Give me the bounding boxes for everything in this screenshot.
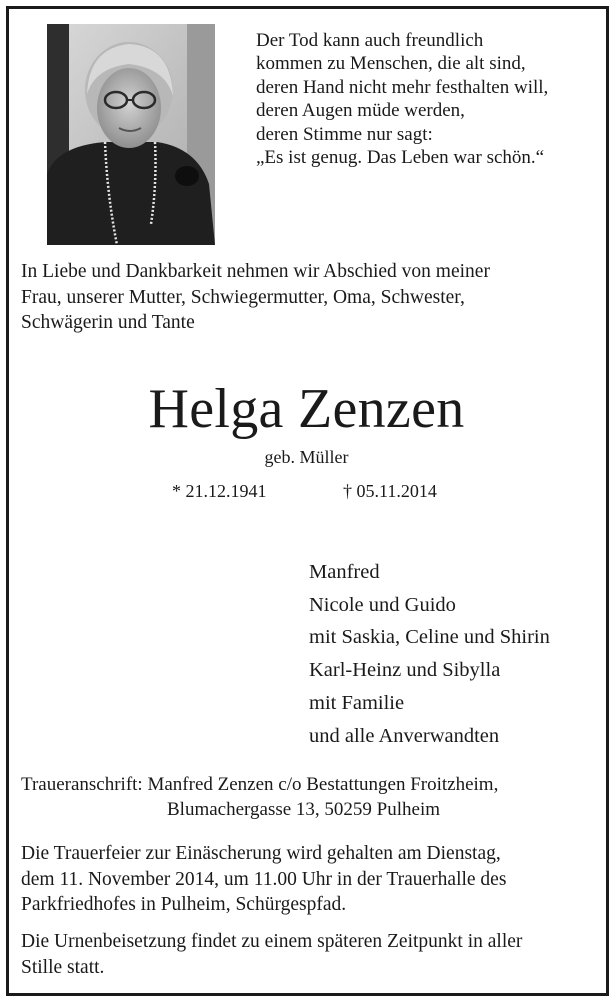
poem-line: deren Hand nicht mehr festhalten will, xyxy=(256,76,549,98)
birth-date: * 21.12.1941 xyxy=(172,481,267,501)
intro-line: Frau, unserer Mutter, Schwiegermutter, Oma, Schwester, xyxy=(21,286,465,308)
urn-line: Die Urnenbeisetzung findet zu einem späteren Zeitpunkt in aller xyxy=(21,931,523,952)
poem-line: deren Augen müde werden, xyxy=(256,100,465,122)
ceremony-line: Die Trauerfeier zur Einäscherung wird gehalten am Dienstag, xyxy=(21,843,501,864)
farewell-intro xyxy=(21,259,601,336)
death-date: † 05.11.2014 xyxy=(343,481,437,501)
ceremony-line: Parkfriedhofes in Pulheim, Schürgespfad. xyxy=(21,894,347,915)
poem-line: kommen zu Menschen, die alt sind, xyxy=(256,53,526,75)
mourner-line: Karl-Heinz und Sibylla xyxy=(309,659,501,682)
poem-line: Der Tod kann auch freundlich xyxy=(256,30,484,51)
address-line: Traueranschrift: Manfred Zenzen c/o Bestattungen Froitzheim, xyxy=(21,774,499,795)
mourner-line: mit Saskia, Celine und Shirin xyxy=(309,626,550,649)
mourner-line: Nicole und Guido xyxy=(309,593,456,616)
mourners-list xyxy=(309,556,550,752)
urn-line: Stille statt. xyxy=(21,956,105,978)
deceased-name: Helga Zenzen xyxy=(148,378,465,440)
poem-line: deren Stimme nur sagt: xyxy=(256,123,433,145)
mourner-line: mit Familie xyxy=(309,691,405,714)
intro-line: Schwägerin und Tante xyxy=(21,312,195,333)
portrait-photo xyxy=(47,24,215,245)
intro-line: In Liebe und Dankbarkeit nehmen wir Abschied von meiner xyxy=(21,261,490,282)
ceremony-line: dem 11. November 2014, um 11.00 Uhr in der Trauerhalle des xyxy=(21,868,507,890)
mourning-address xyxy=(21,772,498,822)
mourner-line: Manfred xyxy=(309,561,380,583)
ceremony-notice xyxy=(21,841,601,918)
urn-burial-notice xyxy=(21,929,601,980)
address-line: Blumachergasse 13, 50259 Pulheim xyxy=(167,799,441,820)
poem xyxy=(256,29,601,169)
maiden-name: geb. Müller xyxy=(264,447,349,467)
mourner-line: und alle Anverwandten xyxy=(309,724,500,747)
poem-line: „Es ist genug. Das Leben war schön.“ xyxy=(256,147,545,169)
